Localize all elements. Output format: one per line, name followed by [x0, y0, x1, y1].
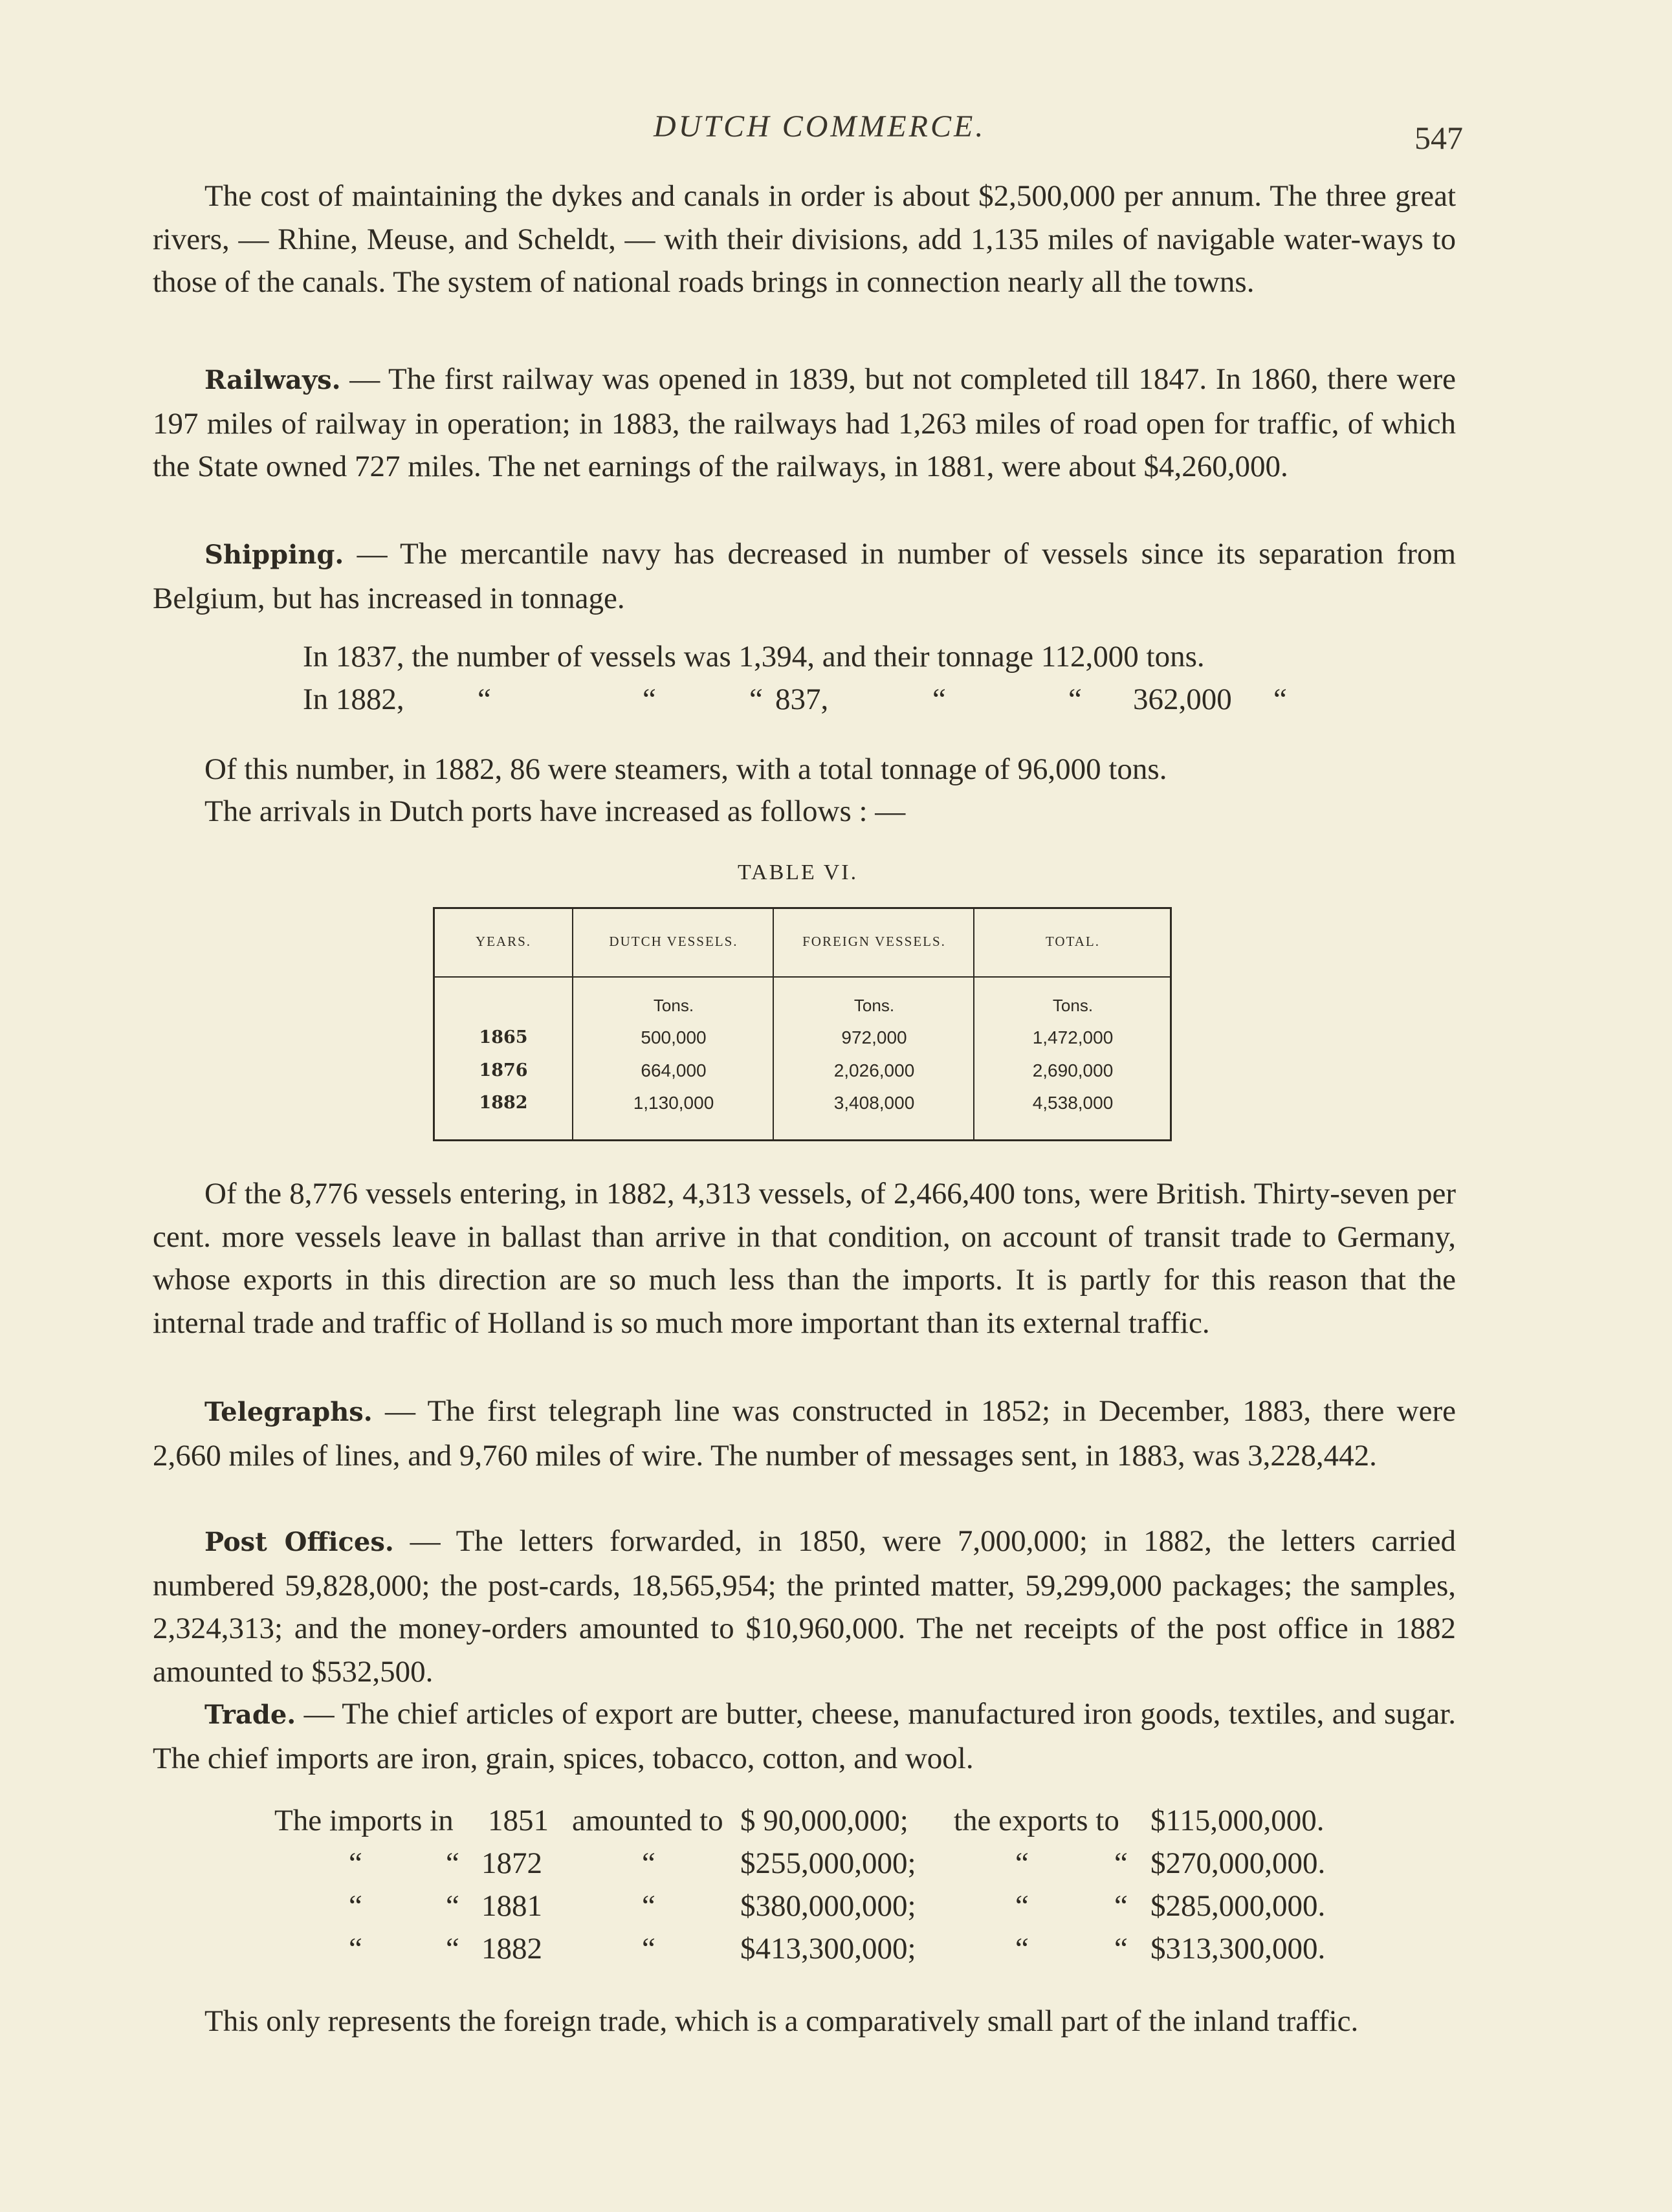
- trade-stat-verb: amounted to: [572, 1804, 723, 1837]
- ditto-mark: “: [642, 1889, 655, 1923]
- ditto-mark: “: [643, 683, 656, 716]
- ditto-mark: “: [349, 1889, 362, 1923]
- table-cell: 1876: [479, 1060, 528, 1080]
- paragraph-railways: [153, 358, 1456, 488]
- paragraph-arrivals: The arrivals in Dutch ports have increased as follows : —: [204, 794, 906, 828]
- running-head: DUTCH COMMERCE.: [654, 109, 986, 144]
- ditto-mark: “: [749, 683, 763, 716]
- trade-text: — The chief articles of export are butter, cheese, manufactured iron goods, textiles, and sugar. The chief imports are iron, grain, spices, tobacco, cotton, and wool.: [153, 1697, 1456, 1775]
- arrivals-table: [433, 907, 1172, 1141]
- ditto-mark: “: [1015, 1846, 1029, 1880]
- paragraph-foreign-trade: This only represents the foreign trade, which is a comparatively small part of the inland traffic.: [204, 2004, 1359, 2038]
- ditto-mark: “: [349, 1846, 362, 1880]
- trade-stat-imports: $ 90,000,000;: [740, 1804, 908, 1837]
- table-header: FOREIGN VESSELS.: [802, 934, 946, 949]
- table-cell: 4,538,000: [1032, 1093, 1114, 1113]
- railways-heading: Railways.: [204, 365, 341, 395]
- table-unit: Tons.: [653, 996, 694, 1015]
- table-cell: 2,690,000: [1032, 1060, 1114, 1080]
- table-header: YEARS.: [475, 934, 532, 949]
- trade-stat-year: 1882: [481, 1932, 542, 1966]
- trade-stat-imports: $380,000,000;: [740, 1889, 916, 1923]
- trade-stat-exports: $270,000,000.: [1150, 1846, 1326, 1880]
- ditto-mark: “: [1015, 1932, 1029, 1966]
- trade-stat-lead: The imports in: [274, 1804, 454, 1837]
- table-caption: TABLE VI.: [738, 860, 859, 884]
- table-cell: 2,026,000: [833, 1060, 915, 1080]
- ditto-mark: “: [932, 683, 946, 716]
- trade-heading: Trade.: [204, 1700, 296, 1730]
- paragraph-shipping: [153, 532, 1456, 620]
- paragraph-trade: [153, 1692, 1456, 1780]
- table-column-foreign: [773, 909, 974, 1139]
- ditto-mark: “: [446, 1846, 459, 1880]
- paragraph-post-offices: [153, 1520, 1456, 1693]
- vessel-count: 837,: [775, 683, 829, 716]
- table-cell: 664,000: [641, 1060, 707, 1080]
- trade-stat-year: 1881: [481, 1889, 542, 1923]
- post-offices-heading: Post Offices.: [204, 1527, 394, 1557]
- tonnage-value: 362,000: [1133, 683, 1232, 716]
- ditto-mark: “: [1114, 1889, 1128, 1923]
- paragraph-steamers: Of this number, in 1882, 86 were steamers, with a total tonnage of 96,000 tons.: [204, 752, 1167, 786]
- table-header-rule: [435, 976, 1170, 978]
- trade-stat-exports: $313,300,000.: [1150, 1932, 1326, 1966]
- table-cell: 500,000: [641, 1027, 707, 1047]
- shipping-text: — The mercantile navy has decreased in number of vessels since its separation from Belgium, but has increased in tonnage.: [153, 537, 1456, 615]
- table-column-years: [435, 909, 572, 1139]
- paragraph-telegraphs: [153, 1390, 1456, 1477]
- shipping-heading: Shipping.: [204, 540, 344, 570]
- paragraph-british-vessels: Of the 8,776 vessels entering, in 1882, 4,313 vessels, of 2,466,400 tons, were British. Thirty-seven per cent. more vessels leave in ballast than arrive in that condition, on account of transit trade to Germany, whose exports in this direction are so much less than the imports. It is partly for this reason that the internal trade and traffic of Holland is so much more important than its external traffic.: [153, 1177, 1456, 1340]
- post-offices-text: — The letters forwarded, in 1850, were 7,000,000; in 1882, the letters carried numbered 59,828,000; the post-cards, 18,565,954; the printed matter, 59,299,000 packages; the samples, 2,324,313; and the money-orders amounted to $10,960,000. The net receipts of the post office in 1882 amounted to $532,500.: [153, 1524, 1456, 1689]
- table-cell: 972,000: [841, 1027, 907, 1047]
- ditto-mark: “: [1068, 683, 1082, 716]
- ditto-mark: “: [1114, 1846, 1128, 1880]
- table-column-total: [973, 909, 1171, 1139]
- ditto-mark: “: [1015, 1889, 1029, 1923]
- ditto-mark: “: [1273, 683, 1287, 716]
- trade-stat-exports-lead: the exports to: [954, 1804, 1119, 1837]
- table-cell: 1865: [479, 1027, 528, 1047]
- table-cell: 1,130,000: [633, 1093, 714, 1113]
- ditto-mark: “: [446, 1889, 459, 1923]
- table-unit: Tons.: [1052, 996, 1094, 1015]
- vessel-stat-1837-text: In 1837, the number of vessels was 1,394, and their tonnage 112,000 tons.: [303, 640, 1205, 673]
- page-number: 547: [1414, 120, 1463, 156]
- trade-stat-year: 1851: [488, 1804, 549, 1837]
- table-header: TOTAL.: [1045, 934, 1100, 949]
- table-column-dutch: [572, 909, 774, 1139]
- paragraph-dykes-canals: The cost of maintaining the dykes and canals in order is about $2,500,000 per annum. The three great rivers, — Rhine, Meuse, and Scheldt, — with their divisions, add 1,135 miles of navigable water-ways to those of the canals. The system of national roads brings in connection nearly all the towns.: [153, 179, 1456, 299]
- ditto-mark: “: [349, 1932, 362, 1966]
- trade-stat-exports: $115,000,000.: [1150, 1804, 1325, 1837]
- ditto-mark: “: [642, 1932, 655, 1966]
- trade-stat-exports: $285,000,000.: [1150, 1889, 1326, 1923]
- table-cell: 3,408,000: [833, 1093, 915, 1113]
- telegraphs-text: — The first telegraph line was constructed in 1852; in December, 1883, there were 2,660 miles of lines, and 9,760 miles of wire. The number of messages sent, in 1883, was 3,228,442.: [153, 1394, 1456, 1473]
- telegraphs-heading: Telegraphs.: [204, 1397, 373, 1427]
- table-header: DUTCH VESSELS.: [609, 934, 738, 949]
- table-cell: 1,472,000: [1032, 1027, 1114, 1047]
- railways-text: — The first railway was opened in 1839, but not completed till 1847. In 1860, there were 197 miles of railway in operation; in 1883, the railways had 1,263 miles of road open for traffic, of which the State owned 727 miles. The net earnings of the railways, in 1881, were about $4,260,000.: [153, 362, 1456, 483]
- trade-stat-year: 1872: [481, 1846, 542, 1880]
- trade-stat-imports: $255,000,000;: [740, 1846, 916, 1880]
- ditto-mark: “: [1114, 1932, 1128, 1966]
- ditto-mark: “: [642, 1846, 655, 1880]
- table-cell: 1882: [479, 1093, 528, 1113]
- trade-stat-imports: $413,300,000;: [740, 1932, 916, 1966]
- table-unit: Tons.: [853, 996, 895, 1015]
- ditto-mark: “: [478, 683, 491, 716]
- vessel-stat-1882-label: In 1882,: [303, 683, 404, 716]
- ditto-mark: “: [446, 1932, 459, 1966]
